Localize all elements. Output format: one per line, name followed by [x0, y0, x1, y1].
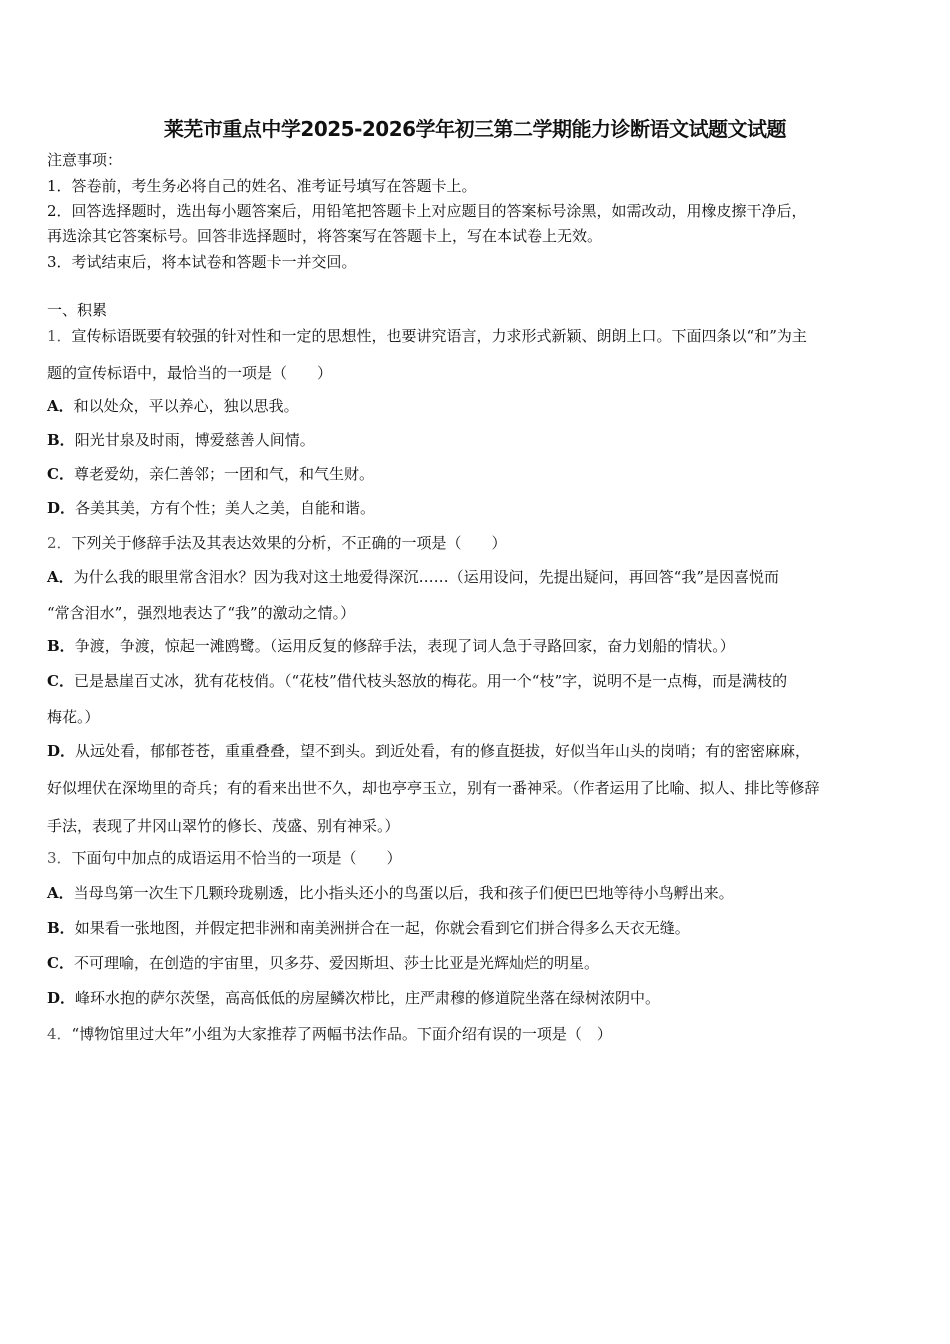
- option-label: D．: [47, 742, 76, 760]
- option-label: B．: [47, 919, 75, 937]
- question-number: 3．: [47, 849, 72, 867]
- option-label: B．: [47, 637, 75, 655]
- option-label: D．: [47, 989, 76, 1007]
- notice-item: [47, 252, 357, 272]
- question-1-option: [47, 498, 375, 518]
- question-stem-text: 下面句中加点的成语运用不恰当的一项是（ ）: [71, 849, 402, 867]
- option-text: 已是悬崖百丈冰，犹有花枝俏。（“花枝”借代枝头怒放的梅花。用一个“枝”字，说明不是一点梅，而是满枝的: [73, 672, 788, 690]
- question-1-option: [47, 464, 374, 484]
- option-label: D．: [47, 499, 76, 517]
- option-label: C．: [47, 465, 74, 483]
- option-text: 争渡，争渡，惊起一滩鸥鹭。（运用反复的修辞手法，表现了词人急于寻路回家，奋力划船的情状。）: [74, 637, 735, 655]
- option-label: A．: [47, 397, 74, 415]
- question-3-option: [47, 883, 734, 903]
- question-4-stem: [47, 1024, 612, 1044]
- question-stem-text: “博物馆里过大年”小组为大家推荐了两幅书法作品。下面介绍有误的一项是（ ）: [71, 1025, 612, 1043]
- question-2-option: [47, 778, 820, 798]
- question-3-option: [47, 918, 690, 938]
- notice-item-text: 3．考试结束后，将本试卷和答题卡一并交回。: [47, 253, 357, 271]
- notice-heading: [47, 150, 122, 170]
- option-text: 不可理喻，在创造的宇宙里，贝多芬、爱因斯坦、莎士比亚是光辉灿烂的明星。: [73, 954, 599, 972]
- page-title: 莱芜市重点中学2025-2026学年初三第二学期能力诊断语文试题文试题: [163, 117, 787, 141]
- section-heading: [47, 300, 107, 320]
- option-text: 好似埋伏在深坳里的奇兵；有的看来出世不久，却也亭亭玉立，别有一番神采。（作者运用了比喻、拟人、排比等修辞: [47, 779, 820, 797]
- question-1-option: [47, 430, 315, 450]
- question-number: 2．: [47, 534, 72, 552]
- notice-item: [47, 176, 477, 196]
- option-text: 峰环水抱的萨尔茨堡，高高低低的房屋鳞次栉比，庄严肃穆的修道院坐落在绿树浓阴中。: [75, 989, 661, 1007]
- option-text: 阳光甘泉及时雨，博爱慈善人间情。: [74, 431, 315, 449]
- notice-item: [47, 201, 807, 221]
- option-label: C．: [47, 954, 74, 972]
- option-text: “常含泪水”，强烈地表达了“我”的激动之情。）: [47, 604, 356, 622]
- option-text: 和以处众，平以养心，独以思我。: [73, 397, 299, 415]
- option-text: 当母鸟第一次生下几颗玲珑剔透，比小指头还小的鸟蛋以后，我和孩子们便巴巴地等待小鸟孵出来。: [73, 884, 734, 902]
- question-2-option: [47, 707, 100, 727]
- option-label: C．: [47, 672, 74, 690]
- question-2-option: [47, 816, 400, 836]
- option-label: A．: [47, 884, 74, 902]
- question-1-stem: [47, 363, 332, 383]
- question-number: 4．: [47, 1025, 72, 1043]
- option-label: A．: [47, 568, 74, 586]
- option-text: 如果看一张地图，并假定把非洲和南美洲拼合在一起，你就会看到它们拼合得多么天衣无缝。: [74, 919, 690, 937]
- option-text: 为什么我的眼里常含泪水？因为我对这土地爱得深沉……（运用设问，先提出疑问，再回答“我”是因喜悦而: [73, 568, 779, 586]
- notice-item: [47, 226, 602, 246]
- question-stem-text: 下列关于修辞手法及其表达效果的分析，不正确的一项是（ ）: [71, 534, 507, 552]
- question-2-option: [47, 671, 787, 691]
- question-3-stem: [47, 848, 402, 868]
- question-1-option: [47, 396, 299, 416]
- section-heading-text: 一、积累: [47, 301, 108, 319]
- question-2-option: [47, 741, 810, 761]
- notice-item-text: 1．答卷前，考生务必将自己的姓名、准考证号填写在答题卡上。: [47, 177, 477, 195]
- question-3-option: [47, 988, 660, 1008]
- notice-item-text: 2．回答选择题时，选出每小题答案后，用铅笔把答题卡上对应题目的答案标号涂黑，如需改动，用橡皮擦干净后，: [47, 202, 807, 220]
- question-2-option: [47, 603, 355, 623]
- notice-item-text: 再选涂其它答案标号。回答非选择题时，将答案写在答题卡上，写在本试卷上无效。: [47, 227, 603, 245]
- question-2-stem: [47, 533, 507, 553]
- question-stem-text: 题的宣传标语中，最恰当的一项是（ ）: [47, 364, 333, 382]
- option-text: 从远处看，郁郁苍苍，重重叠叠，望不到头。到近处看，有的修直挺拔，好似当年山头的岗哨；有的密密麻麻，: [75, 742, 811, 760]
- question-number: 1．: [47, 327, 72, 345]
- question-3-option: [47, 953, 599, 973]
- question-2-option: [47, 567, 779, 587]
- question-2-option: [47, 636, 735, 656]
- option-text: 梅花。）: [47, 708, 100, 726]
- option-text: 手法，表现了井冈山翠竹的修长、茂盛、别有神采。）: [47, 817, 400, 835]
- question-1-stem: [47, 326, 807, 346]
- question-stem-text: 宣传标语既要有较强的针对性和一定的思想性，也要讲究语言，力求形式新颖、朗朗上口。下面四条以“和”为主: [71, 327, 807, 345]
- notice-heading-text: 注意事项：: [47, 151, 123, 169]
- option-text: 各美其美，方有个性；美人之美，自能和谐。: [75, 499, 376, 517]
- option-label: B．: [47, 431, 75, 449]
- option-text: 尊老爱幼，亲仁善邻；一团和气，和气生财。: [73, 465, 374, 483]
